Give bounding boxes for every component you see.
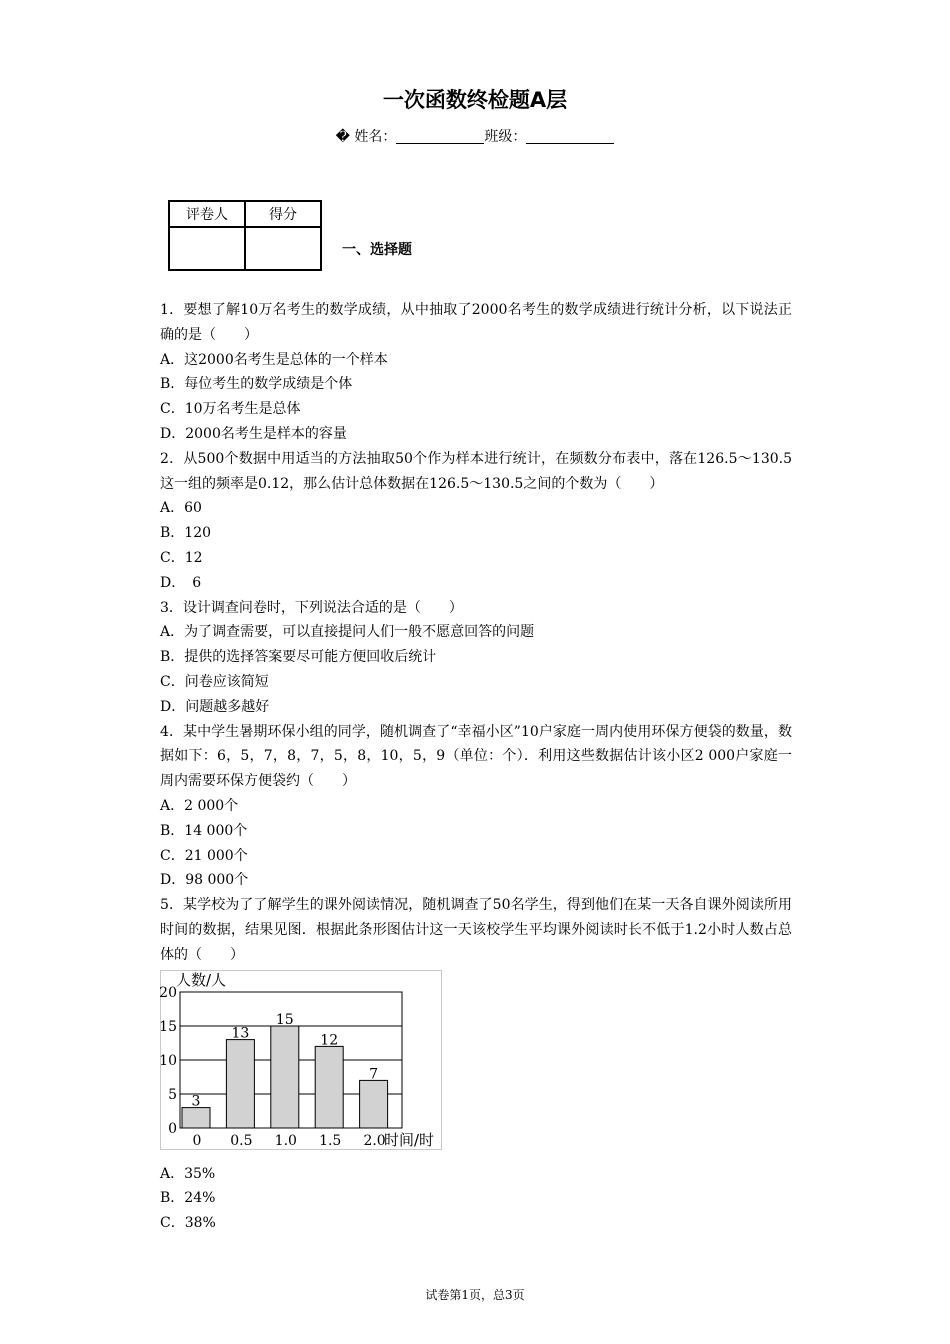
question-2 — [160, 447, 792, 596]
class-label: 班级： — [484, 129, 527, 145]
bar — [226, 1039, 254, 1127]
option: B．120 — [160, 525, 212, 542]
name-label: � 姓名： — [335, 129, 397, 145]
student-info-line — [0, 126, 950, 146]
x-tick-label: 0.5 — [230, 1132, 253, 1149]
bar-data-label: 7 — [369, 1065, 379, 1082]
option: C．38% — [160, 1215, 216, 1232]
option: A．2 000个 — [160, 797, 239, 814]
option: A．35% — [160, 1165, 216, 1182]
bar — [360, 1080, 388, 1128]
bar — [315, 1046, 343, 1128]
score-table — [168, 200, 322, 271]
option: C．21 000个 — [160, 847, 248, 864]
class-blank[interactable] — [526, 129, 614, 144]
question-1 — [160, 298, 792, 447]
option: C．10万名考生是总体 — [160, 401, 301, 418]
option: D．问题越多越好 — [160, 698, 270, 715]
option: A．为了调查需要，可以直接提问人们一般不愿意回答的问题 — [160, 624, 535, 641]
bar-data-label: 13 — [231, 1025, 250, 1042]
option: B．提供的选择答案要尽可能方便回收后统计 — [160, 649, 437, 666]
bar-chart-svg — [160, 970, 442, 1150]
bar-chart — [160, 970, 442, 1150]
option: B．24% — [160, 1190, 216, 1207]
bar-data-label: 12 — [320, 1031, 339, 1048]
option: A．60 — [160, 500, 202, 517]
bar — [271, 1026, 299, 1128]
x-tick-label: 1.5 — [319, 1132, 342, 1149]
x-tick-label: 2.0 — [363, 1132, 386, 1149]
question-3 — [160, 596, 792, 720]
question-stem: 5．某学校为了了解学生的课外阅读情况，随机调查了50名学生，得到他们在某一天各自课外阅读所用时间的数据，结果见图．根据此条形图估计这一天该校学生平均课外阅读时长不低于1.2小时人数占总体的（ ） — [160, 897, 792, 963]
y-axis-title: 人数/人 — [176, 970, 227, 989]
score-header: 得分 — [245, 201, 321, 227]
option: C．12 — [160, 549, 203, 566]
y-tick-label: 5 — [168, 1086, 177, 1103]
option: D．2000名考生是样本的容量 — [160, 425, 347, 442]
bar — [182, 1107, 210, 1127]
x-axis-title: 时间/时 — [384, 1130, 435, 1149]
bar-data-label: 15 — [275, 1011, 294, 1028]
option: A．这2000名考生是总体的一个样本 — [160, 351, 388, 368]
page-footer: 试卷第1页，总3页 — [425, 1288, 525, 1302]
option: C．问卷应该简短 — [160, 673, 269, 690]
option: D． 6 — [160, 574, 202, 591]
question-stem: 1．要想了解10万名考生的数学成绩，从中抽取了2000名考生的数学成绩进行统计分析，以下说法正确的是（ ） — [160, 302, 792, 343]
question-4 — [160, 720, 792, 894]
question-stem: 4．某中学生暑期环保小组的同学，随机调查了“幸福小区”10户家庭一周内使用环保方便袋的数量，数据如下：6，5，7，8，7，5，8，10，5，9（单位：个）．利用这些数据估计该小区2 000户家庭一周内需要环保方便袋约（ ） — [160, 723, 792, 790]
bar-data-label: 3 — [191, 1093, 201, 1110]
x-tick-label: 1.0 — [274, 1132, 297, 1149]
question-stem: 3．设计调查问卷时，下列说法合适的是（ ） — [160, 599, 463, 616]
y-tick-label: 15 — [160, 1018, 177, 1035]
grader-cell[interactable] — [169, 227, 245, 270]
option: B．每位考生的数学成绩是个体 — [160, 376, 353, 393]
page-title: 一次函数终检题A层 — [382, 88, 568, 112]
question-5 — [160, 893, 792, 1236]
grader-header: 评卷人 — [169, 201, 245, 227]
x-tick-label: 0 — [192, 1132, 202, 1149]
name-blank[interactable] — [396, 129, 484, 144]
section-title: 一、选择题 — [342, 242, 412, 258]
question-stem: 2．从500个数据中用适当的方法抽取50个作为样本进行统计，在频数分布表中，落在126.5～130.5这一组的频率是0.12，那么估计总体数据在126.5～130.5之间的个数为（ ） — [160, 450, 792, 492]
option: B．14 000个 — [160, 822, 248, 839]
score-cell[interactable] — [245, 227, 321, 270]
option: D．98 000个 — [160, 872, 249, 889]
questions-container — [160, 298, 792, 1236]
y-tick-label: 0 — [168, 1120, 177, 1137]
y-tick-label: 10 — [160, 1052, 177, 1069]
y-tick-label: 20 — [160, 984, 177, 1001]
